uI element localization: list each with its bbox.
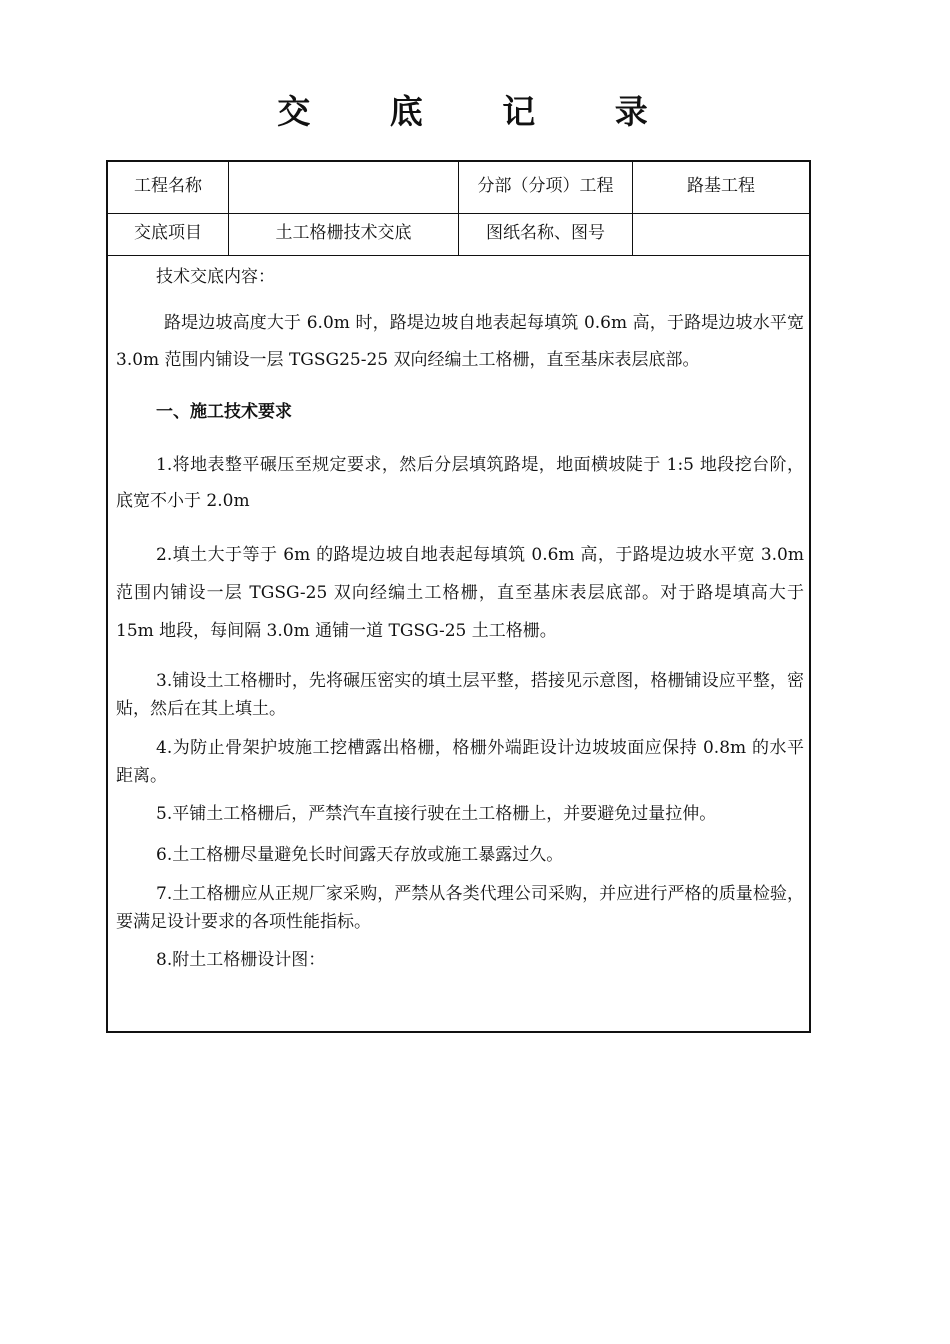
item-label-cell [108, 214, 229, 255]
requirement-item: 3.铺设土工格栅时，先将碾压密实的填土层平整，搭接见示意图，格栅铺设应平整，密贴，然后在其上填土。 [116, 671, 804, 719]
item-value-cell [229, 214, 459, 255]
requirement-item: 7.土工格栅应从正规厂家采购，严禁从各类代理公司采购，并应进行严格的质量检验，要满足设计要求的各项性能指标。 [116, 884, 804, 932]
division-label-cell [459, 162, 633, 213]
drawing-label-cell [459, 214, 633, 255]
requirement-item: 4.为防止骨架护坡施工挖槽露出格栅，格栅外端距设计边坡坡面应保持 0.8m 的水平距离。 [116, 738, 804, 786]
division-value-cell [633, 162, 809, 213]
project-name-label: 工程名称 [134, 176, 202, 196]
intro-label: 技术交底内容： [156, 267, 275, 287]
intro-text: 路堤边坡高度大于 6.0m 时，路堤边坡自地表起每填筑 0.6m 高，于路堤边坡水平宽 3.0m 范围内铺设一层 TGSG25-25 双向经编土工格栅，直至基床表层底部。 [116, 313, 804, 370]
division-label: 分部（分项）工程 [477, 176, 614, 196]
record-table [106, 160, 811, 1033]
project-name-value [229, 162, 458, 171]
item-label: 交底项目 [134, 223, 202, 243]
requirement-item: 8.附土工格栅设计图： [156, 950, 326, 970]
project-name-label-cell [108, 162, 229, 213]
requirement-item: 1.将地表整平碾压至规定要求，然后分层填筑路堤，地面横坡陡于 1:5 地段挖台阶，底宽不小于 2.0m [116, 455, 804, 511]
item-value: 土工格栅技术交底 [275, 223, 412, 243]
requirement-item: 5.平铺土工格栅后，严禁汽车直接行驶在土工格栅上，并要避免过量拉伸。 [156, 804, 717, 824]
requirement-item: 6.土工格栅尽量避免长时间露天存放或施工暴露过久。 [156, 845, 564, 865]
drawing-value-cell [633, 214, 809, 255]
header-row-2 [108, 214, 809, 256]
page-title: 交 底 记 录 [277, 92, 682, 131]
header-row-1 [108, 162, 809, 214]
division-value: 路基工程 [687, 176, 755, 196]
requirement-item: 2.填土大于等于 6m 的路堤边坡自地表起每填筑 0.6m 高，于路堤边坡水平宽 3.0m 范围内铺设一层 TGSG-25 双向经编土工格栅，直至基床表层底部。对于路堤填高大于 15m 地段，每间隔 3.0m 通铺一道 TGSG-25 土工格栅。 [116, 545, 804, 641]
project-name-value-cell [229, 162, 459, 213]
drawing-label: 图纸名称、图号 [486, 223, 605, 243]
section-heading: 一、施工技术要求 [156, 402, 292, 422]
drawing-value [633, 214, 809, 218]
